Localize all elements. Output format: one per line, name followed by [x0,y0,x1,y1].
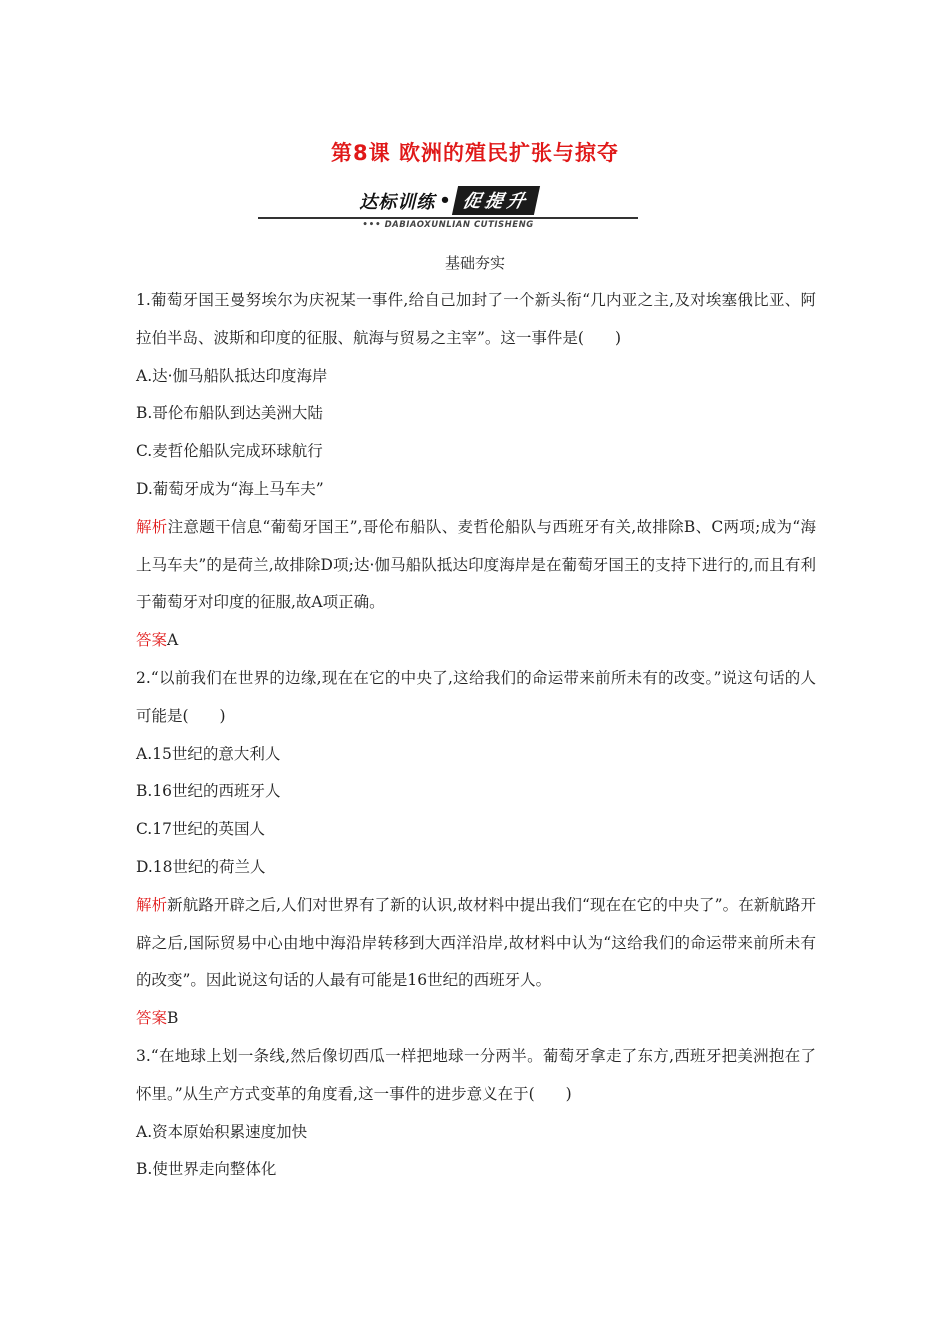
answer-line [136,1000,816,1038]
question-option: C.麦哲伦船队完成环球航行 [136,442,323,461]
question-option: D.葡萄牙成为“海上马车夫” [136,479,324,498]
banner-right-text: 促提升 [452,186,540,215]
answer-label: 答案 [136,631,168,650]
analysis-paragraph [136,509,816,622]
question-stem: 2.“以前我们在世界的边缘,现在在它的中央了,这给我们的命运带来前所未有的改变。”说这句话的人可能是( ) [136,668,816,725]
banner-left-text: 达标训练 [359,191,436,213]
answer-value: B [167,1009,179,1028]
section-heading: 基础夯实 [444,254,505,272]
section-banner [258,186,638,234]
answer-line [136,622,816,660]
banner-dot: • [439,190,451,211]
banner-rule [258,217,638,219]
answer-value: A [167,631,179,650]
analysis-label: 解析 [136,517,168,536]
question-option: C.17世纪的英国人 [136,820,265,839]
question-option: B.16世纪的西班牙人 [136,782,281,801]
question-stem: 1.葡萄牙国王曼努埃尔为庆祝某一事件,给自己加封了一个新头衔“几内亚之主,及对埃塞俄比亚、阿拉伯半岛、波斯和印度的征服、航海与贸易之主宰”。这一事件是( ) [136,291,816,347]
question-stem: 3.“在地球上划一条线,然后像切西瓜一样把地球一分两半。葡萄牙拿走了东方,西班牙把美洲抱在了怀里。”从生产方式变革的角度看,这一事件的进步意义在于( ) [136,1046,816,1103]
banner-subtitle-text: DABIAOXUNLIAN CUTISHENG [384,220,534,230]
analysis-text: 新航路开辟之后,人们对世界有了新的认识,故材料中提出我们“现在在它的中央了”。在新航路开辟之后,国际贸易中心由地中海沿岸转移到大西洋沿岸,故材料中认为“这给我们的命运带来前所未有的改变”。因此说这句话的人最有可能是16世纪的西班牙人。 [136,895,816,990]
banner-subtitle [258,220,638,230]
analysis-label: 解析 [136,895,168,914]
banner-main [258,186,638,216]
question-list [136,282,816,1189]
analysis-paragraph [136,887,816,1000]
question-option: A.资本原始积累速度加快 [136,1122,308,1141]
analysis-text: 注意题干信息“葡萄牙国王”,哥伦布船队、麦哲伦船队与西班牙有关,故排除B、C两项;成为“海上马车夫”的是荷兰,故排除D项;达·伽马船队抵达印度海岸是在葡萄牙国王的支持下进行的,而且有利于葡萄牙对印度的征服,故A项正确。 [136,517,816,612]
lesson-title: 第8课 欧洲的殖民扩张与掠夺 [331,141,619,165]
question-option: A.15世纪的意大利人 [136,744,281,763]
question-option: A.达·伽马船队抵达印度海岸 [136,366,328,385]
question-option: D.18世纪的荷兰人 [136,857,266,876]
question-option: B.使世界走向整体化 [136,1160,277,1179]
answer-label: 答案 [136,1009,168,1028]
question-option: B.哥伦布船队到达美洲大陆 [136,404,323,423]
banner-subtitle-dots: ••• [362,220,382,230]
